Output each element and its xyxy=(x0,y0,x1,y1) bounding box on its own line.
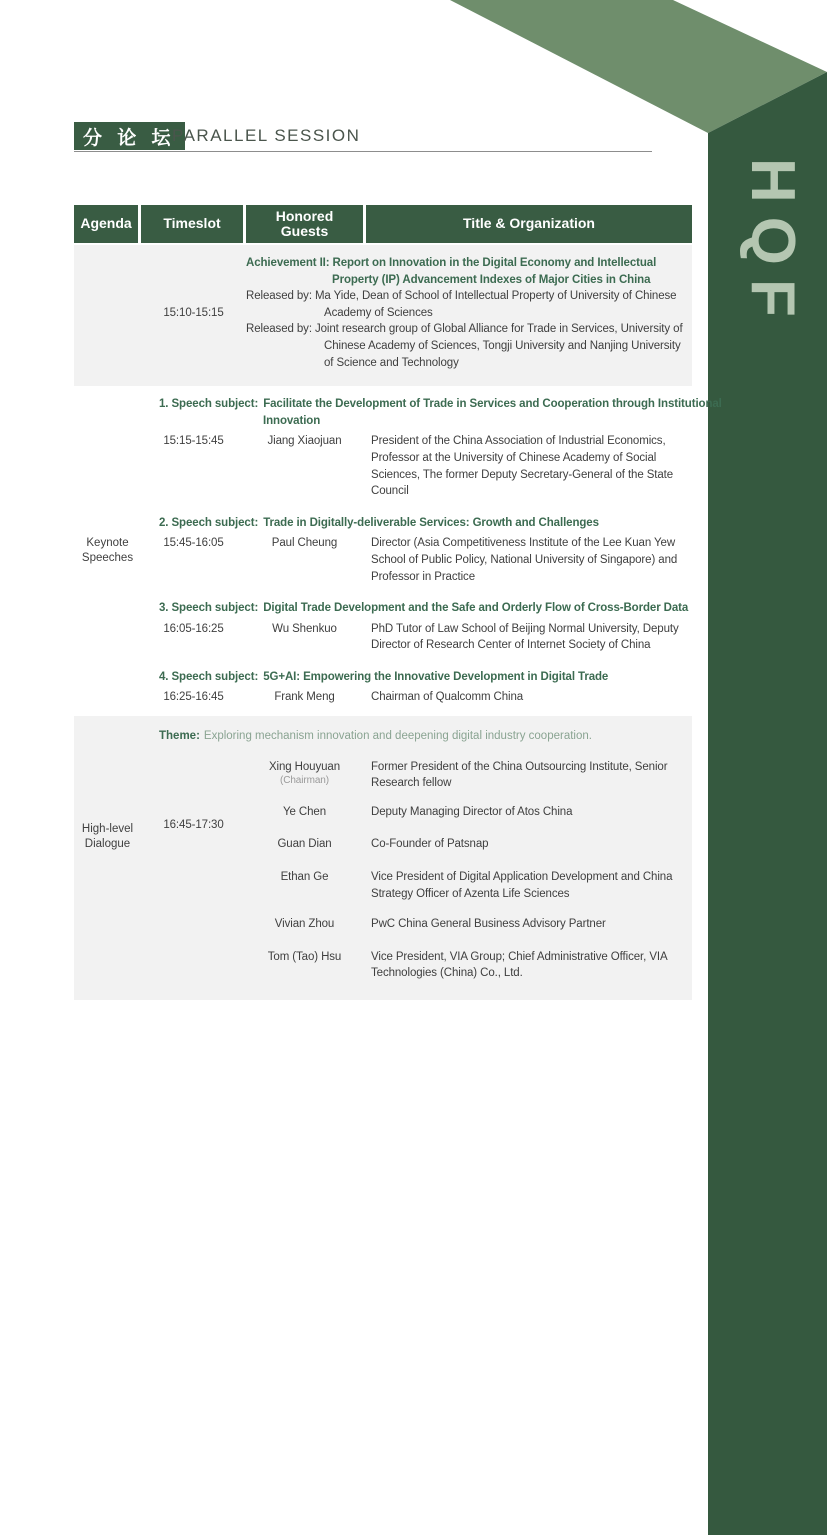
guest-row xyxy=(246,869,692,902)
guest-title: Co-Founder of Patsnap xyxy=(371,838,489,851)
timeslot: 15:45-16:05 xyxy=(163,537,224,550)
guest-name: Wu Shenkuo xyxy=(272,622,337,635)
speech-subject-text: 5G+AI: Empowering the Innovative Development in Digital Trade xyxy=(263,670,609,683)
column-header-label: Timeslot xyxy=(163,215,221,232)
released-by-label: Released by: xyxy=(246,290,312,303)
section-content xyxy=(141,388,722,714)
guest-title: PwC China General Business Advisory Partner xyxy=(371,918,606,931)
column-header-label: Agenda xyxy=(80,215,132,232)
speech-item xyxy=(141,669,692,706)
guest-title: Vice President of Digital Application Development and China Strategy Officer of Azenta Life Sciences xyxy=(371,871,673,900)
release-block xyxy=(246,255,692,371)
timeslot: 16:45-17:30 xyxy=(163,818,224,831)
column-header-title-organization xyxy=(366,205,692,243)
guest-title: Deputy Managing Director of Atos China xyxy=(371,805,573,818)
guest-row xyxy=(246,804,692,821)
column-header-timeslot xyxy=(141,205,243,243)
guest-row xyxy=(246,759,692,792)
table-header-row xyxy=(74,205,692,243)
achievement-text: Report on Innovation in the Digital Economy and Intellectual Property (IP) Advancement Indexes of Major Cities in China xyxy=(332,257,657,286)
guest-name-cell xyxy=(246,836,363,853)
agenda-cell: Keynote Speeches xyxy=(81,536,134,565)
speech-subject-label: 4. Speech subject: xyxy=(159,670,259,683)
timeslot: 16:25-16:45 xyxy=(163,691,224,704)
column-header-agenda xyxy=(74,205,138,243)
guest-name-cell xyxy=(246,869,363,902)
speech-subject-label: 3. Speech subject: xyxy=(159,602,259,615)
guest-name-cell xyxy=(246,949,363,982)
section-content xyxy=(141,245,692,386)
released-by-item xyxy=(246,288,692,321)
theme-line xyxy=(159,728,692,745)
guest-title: PhD Tutor of Law School of Beijing Normal University, Deputy Director of Research Center of Internet Society of China xyxy=(371,622,679,652)
guest-name: Frank Meng xyxy=(274,691,335,704)
speech-item xyxy=(141,396,722,500)
table-section-high-level-dialogue xyxy=(74,716,692,1000)
agenda-table xyxy=(74,205,722,1000)
released-by-item xyxy=(246,321,692,371)
timeslot: 15:10-15:15 xyxy=(163,306,224,319)
table-section-release xyxy=(74,245,692,386)
released-by-label: Released by: xyxy=(246,323,312,336)
guest-name: Ethan Ge xyxy=(280,871,329,884)
guest-title: Former President of the China Outsourcing Institute, Senior Research fellow xyxy=(371,760,668,790)
guest-title: President of the China Association of Industrial Economics, Professor at the University of Chinese Academy of Social Sciences, The former Deputy Secretary-General of the State Council xyxy=(371,435,674,498)
speech-subject-text: Facilitate the Development of Trade in Services and Cooperation through Institutional Innovation xyxy=(263,398,722,427)
guest-title: Chairman of Qualcomm China xyxy=(371,691,524,704)
guest-row xyxy=(246,836,692,853)
guest-row xyxy=(246,916,692,933)
guest-role: (Chairman) xyxy=(279,775,329,787)
speech-row xyxy=(141,621,692,654)
timeslot: 15:15-15:45 xyxy=(163,435,224,448)
guest-name-cell xyxy=(246,759,363,792)
column-header-honored-guests xyxy=(246,205,363,243)
column-header-label: Title & Organization xyxy=(463,215,595,232)
guest-name: Ye Chen xyxy=(283,805,326,818)
speech-subject xyxy=(159,600,778,617)
guest-name: Paul Cheung xyxy=(271,537,338,550)
speech-row xyxy=(141,689,692,706)
theme-text: Exploring mechanism innovation and deepening digital industry cooperation. xyxy=(203,730,592,743)
released-by-text: Ma Yide, Dean of School of Intellectual Property of University of Chinese Academy of Sciences xyxy=(314,290,677,319)
agenda-cell xyxy=(74,245,141,386)
section-content xyxy=(141,716,692,1000)
table-section-keynote-speeches xyxy=(74,388,722,714)
speech-subject xyxy=(159,669,778,686)
section-badge-cn: 分 论 坛 xyxy=(74,122,185,150)
guest-title: Vice President, VIA Group; Chief Administrative Officer, VIA Technologies (China) Co., Ltd. xyxy=(371,950,667,980)
speech-subject xyxy=(159,396,778,429)
guest-name-cell xyxy=(246,916,363,933)
guest-name: Vivian Zhou xyxy=(274,918,335,931)
agenda-cell: High-level Dialogue xyxy=(81,822,134,851)
dialogue-row xyxy=(141,759,692,982)
achievement-label: Achievement II: xyxy=(246,257,330,269)
speech-subject-text: Trade in Digitally-deliverable Services: Growth and Challenges xyxy=(263,516,599,529)
column-header-label: Honored Guests xyxy=(275,207,334,239)
speech-row xyxy=(141,433,692,499)
guest-name: Xing Houyuan xyxy=(268,760,341,773)
theme-label: Theme: xyxy=(159,730,200,743)
guest-row xyxy=(246,949,692,982)
speech-subject-label: 2. Speech subject: xyxy=(159,516,259,529)
sidebar-watermark-text: HQF xyxy=(738,158,807,331)
speech-item xyxy=(141,515,692,585)
speech-item xyxy=(141,600,692,654)
speech-subject-label: 1. Speech subject: xyxy=(159,398,259,411)
achievement-item xyxy=(246,255,692,288)
speech-row xyxy=(141,535,692,585)
header-underline xyxy=(74,151,652,152)
page-title: PARALLEL SESSION xyxy=(172,126,361,145)
released-by-text: Joint research group of Global Alliance for Trade in Services, University of Chinese Academy of Sciences, Tongji University and Nanjing University of Science and Technology xyxy=(314,323,683,369)
timeslot: 16:05-16:25 xyxy=(163,622,224,635)
guest-name-cell xyxy=(246,804,363,821)
guest-name: Guan Dian xyxy=(277,838,332,851)
speech-subject-text: Digital Trade Development and the Safe and Orderly Flow of Cross-Border Data xyxy=(263,602,689,615)
speech-subject xyxy=(159,515,778,532)
dialogue-guests xyxy=(246,759,692,982)
guest-name: Jiang Xiaojuan xyxy=(267,435,342,448)
guest-title: Director (Asia Competitiveness Institute of the Lee Kuan Yew School of Public Policy, National University of Singapore) and Professor in Practice xyxy=(371,537,678,583)
guest-name: Tom (Tao) Hsu xyxy=(267,950,342,963)
